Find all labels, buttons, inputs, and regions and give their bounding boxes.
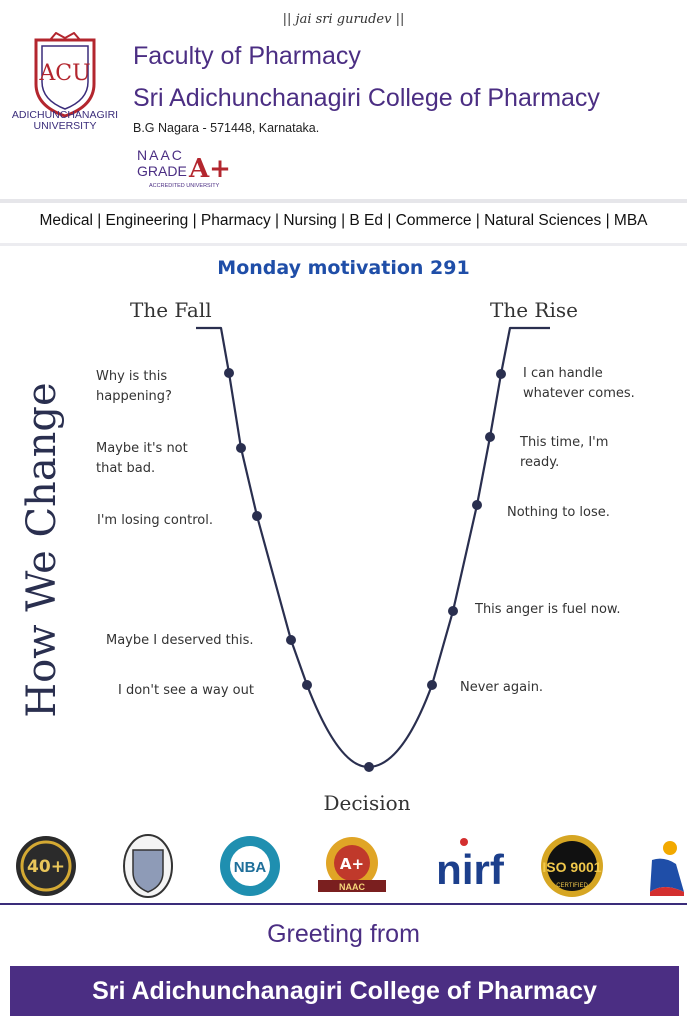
program-separator: | xyxy=(383,212,396,229)
rise-point-marker xyxy=(472,500,482,510)
college-title: Sri Adichunchanagiri College of Pharmacy xyxy=(133,84,600,112)
banner-text: Sri Adichunchanagiri College of Pharmacy xyxy=(92,976,597,1005)
naac-line2: GRADE xyxy=(137,163,187,179)
program-item: B Ed xyxy=(349,212,384,229)
program-separator: | xyxy=(92,212,106,229)
post-title: Monday motivation 291 xyxy=(217,257,470,279)
fall-point-marker xyxy=(236,443,246,453)
rise-point-marker xyxy=(448,606,458,616)
programs-list xyxy=(0,212,687,230)
naac-line1: NAAC xyxy=(137,147,184,163)
nirf-text: nirf xyxy=(436,846,504,893)
logo-letters: ACU xyxy=(39,61,91,86)
40-years-badge xyxy=(16,836,76,896)
university-logo xyxy=(30,32,100,120)
change-curve xyxy=(196,328,550,767)
decision-point xyxy=(364,762,374,772)
program-item: Engineering xyxy=(105,212,189,229)
fall-point-label: that bad. xyxy=(96,461,156,476)
fall-point-label: I'm losing control. xyxy=(97,513,213,528)
program-separator: | xyxy=(270,212,284,229)
nirf-logo xyxy=(436,838,505,893)
college-banner xyxy=(10,966,679,1016)
program-separator: | xyxy=(601,212,614,229)
fall-point-marker xyxy=(252,511,262,521)
rise-point-marker xyxy=(485,432,495,442)
program-item: Natural Sciences xyxy=(484,212,602,229)
rise-label: The Rise xyxy=(490,298,578,322)
greeting-text: Greeting from xyxy=(267,920,420,948)
how-we-change-diagram xyxy=(0,280,687,820)
university-name: ADICHUNCHANAGIRI UNIVERSITY xyxy=(11,109,119,132)
partner-logo xyxy=(650,841,684,896)
program-item: Medical xyxy=(39,212,93,229)
fall-label: The Fall xyxy=(130,298,212,322)
program-item: MBA xyxy=(613,212,648,229)
fall-point-label: I don't see a way out xyxy=(118,683,254,698)
fall-point-label: Why is this xyxy=(96,369,168,384)
fall-point-label: happening? xyxy=(96,389,172,404)
address: B.G Nagara - 571448, Karnataka. xyxy=(133,121,320,135)
naac-sub: ACCREDITED UNIVERSITY xyxy=(149,183,220,189)
program-item: Pharmacy xyxy=(200,212,271,229)
fall-point-label: Maybe it's not xyxy=(96,441,188,456)
rise-point-label: This time, I'm xyxy=(520,435,609,450)
badge-40-text: 40+ xyxy=(27,857,65,877)
iso-text: ISO 9001 xyxy=(542,859,602,875)
program-separator: | xyxy=(336,212,350,229)
naac-badge-sub: NAAC xyxy=(339,882,365,892)
rise-point-label: Nothing to lose. xyxy=(507,505,610,520)
naac-a-plus-badge xyxy=(318,837,386,892)
iso-sub: CERTIFIED xyxy=(556,883,588,889)
programs-divider xyxy=(0,243,687,246)
naac-grade-badge xyxy=(135,145,235,190)
rise-point-label: This anger is fuel now. xyxy=(475,602,621,617)
program-item: Commerce xyxy=(395,212,472,229)
accreditation-logos xyxy=(0,830,687,902)
program-separator: | xyxy=(188,212,201,229)
rise-point-marker xyxy=(427,680,437,690)
iso-9001-badge xyxy=(541,835,603,897)
rise-point-label: ready. xyxy=(520,455,560,470)
rise-point-label: I can handle xyxy=(523,366,603,381)
faculty-title: Faculty of Pharmacy xyxy=(133,42,361,70)
rise-point-label: Never again. xyxy=(460,680,544,695)
fall-point-marker xyxy=(302,680,312,690)
decision-label: Decision xyxy=(323,791,411,815)
fall-point-marker xyxy=(224,368,234,378)
naac-grade: A+ xyxy=(189,154,231,184)
rise-point-label: whatever comes. xyxy=(523,386,635,401)
fall-points xyxy=(96,368,312,698)
fall-point-marker xyxy=(286,635,296,645)
nba-text: NBA xyxy=(233,859,267,876)
footer-divider xyxy=(0,903,687,905)
header-divider xyxy=(0,199,687,203)
fall-point-label: Maybe I deserved this. xyxy=(106,633,254,648)
tagline: || jai sri gurudev || xyxy=(282,12,405,27)
program-separator: | xyxy=(471,212,485,229)
naac-badge-text: A+ xyxy=(339,855,365,873)
university-crest xyxy=(124,835,172,897)
program-item: Nursing xyxy=(283,212,337,229)
nba-logo xyxy=(220,836,280,896)
side-title: How We Change xyxy=(19,382,65,718)
rise-point-marker xyxy=(496,369,506,379)
rise-points xyxy=(427,366,635,695)
